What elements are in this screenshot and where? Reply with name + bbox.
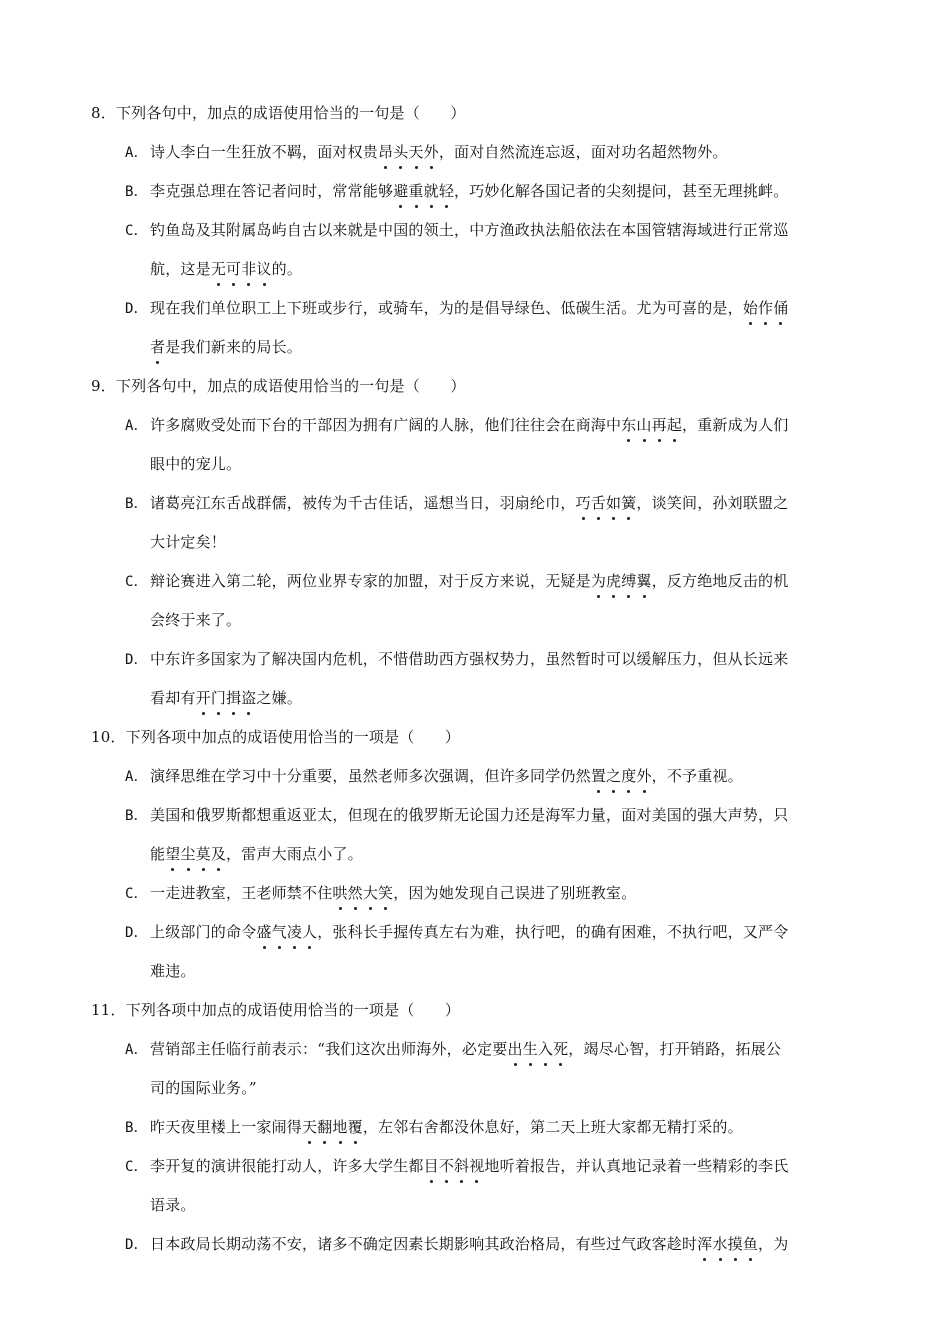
option-text: 李开复的演讲很能打动人，许多大学生都 [150, 1157, 424, 1175]
option-text: 地听着报告，并认真地记录着一些精彩的李氏 [484, 1157, 789, 1175]
option-text: ，谈笑间，孙刘联盟之 [636, 494, 789, 512]
emphasized-idiom: 天翻地覆 [302, 1118, 363, 1136]
emphasized-idiom: 开门揖盗 [195, 689, 257, 707]
option-line [125, 648, 860, 669]
option-line [125, 414, 860, 435]
option-text: ，为 [758, 1235, 789, 1253]
emphasized-idiom: 浑水摸鱼 [697, 1235, 759, 1253]
option-line [125, 804, 860, 825]
option-letter: B． [125, 184, 148, 200]
option-text: 眼中的宠儿。 [150, 455, 242, 473]
option-text: ，竭尽心智，打开销路，拓展公 [568, 1040, 782, 1058]
option-text: ，张科长手握传真左右为难，执行吧，的确有困难，不执行吧，又严令 [317, 923, 789, 941]
option-line [125, 1116, 860, 1137]
option-line [125, 219, 860, 240]
option-text: 能 [150, 845, 166, 863]
option-text: 日本政局长期动荡不安，诸多不确定因素长期影响其政治格局，有些过气政客趁时 [150, 1235, 698, 1253]
option-line [125, 921, 860, 942]
emphasized-idiom: 望尘莫及 [165, 845, 227, 863]
option-text: 许多腐败受处而下台的干部因为拥有广阔的人脉，他们往往会在商海中 [150, 416, 622, 434]
option-letter: B． [125, 808, 148, 824]
option-text: 现在我们单位职工上下班或步行，或骑车，为的是倡导绿色、低碳生活。尤为可喜的是， [150, 299, 743, 317]
option-line [125, 1233, 860, 1254]
option-text: 美国和俄罗斯都想重返亚太，但现在的俄罗斯无论国力还是海军力量，面对美国的强大声势，只 [150, 806, 789, 824]
option-text: 钓鱼岛及其附属岛屿自古以来就是中国的领土，中方渔政执法船依法在本国管辖海域进行正常巡 [150, 221, 789, 239]
option-text: 难违。 [150, 962, 196, 980]
option-text: 演绎思维在学习中十分重要，虽然老师多次强调，但许多同学仍然 [150, 767, 591, 785]
option-letter: D． [125, 925, 148, 941]
option-text: ，左邻右舍都没休息好，第二天上班大家都无精打采的。 [362, 1118, 743, 1136]
option-text: ，反方绝地反击的机 [651, 572, 789, 590]
option-text: 营销部主任临行前表示：“我们这次出师海外，必定要 [150, 1040, 508, 1058]
option-letter: C． [125, 574, 148, 590]
option-letter: A． [125, 418, 148, 434]
option-text: ，面对自然流连忘返，面对功名超然物外。 [438, 143, 728, 161]
option-continuation [150, 1194, 196, 1215]
emphasized-idiom: 者 [150, 338, 166, 356]
question-stem: 10．下列各项中加点的成语使用恰当的一项是（ ） [91, 728, 461, 746]
option-text: 航，这是 [150, 260, 211, 278]
option-text: 李克强总理在答记者问时，常常能够 [150, 182, 394, 200]
option-text: 会终于来了。 [150, 611, 242, 629]
emphasized-idiom: 巧舌如簧 [575, 494, 637, 512]
emphasized-idiom: 避重就轻 [393, 182, 455, 200]
option-letter: A． [125, 769, 148, 785]
emphasized-idiom: 为虎缚翼 [590, 572, 652, 590]
option-letter: A． [125, 145, 148, 161]
option-line [125, 180, 860, 201]
option-letter: D． [125, 1237, 148, 1253]
emphasized-idiom: 无可非议 [210, 260, 272, 278]
option-line [125, 570, 860, 591]
option-text: 之嫌。 [256, 689, 303, 707]
emphasized-idiom: 置之度外 [590, 767, 652, 785]
emphasized-idiom: 目不斜视 [423, 1157, 485, 1175]
option-text: ，因为她发现自己误进了别班教室。 [393, 884, 637, 902]
option-letter: C． [125, 886, 148, 902]
emphasized-idiom: 哄然大笑 [332, 884, 394, 902]
option-text: 中东许多国家为了解决国内危机，不惜借助西方强权势力，虽然暂时可以缓解压力，但从长远来 [150, 650, 789, 668]
option-letter: B． [125, 1120, 148, 1136]
option-line [125, 492, 860, 513]
option-text: ，不予重视。 [651, 767, 743, 785]
option-text: 辩论赛进入第二轮，两位业界专家的加盟，对于反方来说，无疑是 [150, 572, 591, 590]
option-text: 昨天夜里楼上一家闹得 [150, 1118, 303, 1136]
option-continuation [150, 687, 302, 708]
option-line [125, 1155, 860, 1176]
emphasized-idiom: 昂头天外 [378, 143, 439, 161]
option-letter: C． [125, 1159, 148, 1175]
option-line [125, 141, 860, 162]
option-continuation [150, 960, 196, 981]
option-continuation [150, 1077, 257, 1098]
option-text: 司的国际业务。” [150, 1079, 257, 1097]
option-text: ，重新成为人们 [682, 416, 789, 434]
option-text: 上级部门的命令 [150, 923, 257, 941]
option-text: 诸葛亮江东舌战群儒，被传为千古佳话，遥想当日，羽扇纶巾， [150, 494, 576, 512]
option-text: ，雷声大雨点小了。 [226, 845, 363, 863]
option-line [125, 882, 860, 903]
option-line [125, 765, 860, 786]
option-text: 大计定矣！ [150, 533, 227, 551]
emphasized-idiom: 出生入死 [507, 1040, 569, 1058]
option-letter: A． [125, 1042, 148, 1058]
option-continuation [150, 843, 363, 864]
option-line [125, 1038, 860, 1059]
option-text: 语录。 [150, 1196, 196, 1214]
option-text: 是我们新来的局长。 [165, 338, 303, 356]
question-stem: 8．下列各句中，加点的成语使用恰当的一句是（ ） [91, 104, 466, 122]
option-text: ，巧妙化解各国记者的尖刻提问，甚至无理挑衅。 [454, 182, 789, 200]
option-continuation [150, 531, 226, 552]
emphasized-idiom: 盛气凌人 [256, 923, 318, 941]
option-line [125, 297, 860, 318]
option-letter: C． [125, 223, 148, 239]
option-continuation [150, 453, 241, 474]
option-text: 诗人李白一生狂放不羁，面对权贵 [150, 143, 379, 161]
option-continuation [150, 258, 302, 279]
option-letter: D． [125, 301, 148, 317]
option-letter: B． [125, 496, 148, 512]
emphasized-idiom: 东山再起 [621, 416, 683, 434]
option-text: 看却有 [150, 689, 196, 707]
option-letter: D． [125, 652, 148, 668]
option-text: 的。 [271, 260, 303, 278]
option-continuation [150, 336, 302, 357]
question-stem: 9．下列各句中，加点的成语使用恰当的一句是（ ） [91, 377, 466, 395]
option-continuation [150, 609, 241, 630]
emphasized-idiom: 始作俑 [742, 299, 789, 317]
option-text: 一走进教室，王老师禁不住 [150, 884, 333, 902]
question-stem: 11．下列各项中加点的成语使用恰当的一项是（ ） [91, 1001, 461, 1019]
